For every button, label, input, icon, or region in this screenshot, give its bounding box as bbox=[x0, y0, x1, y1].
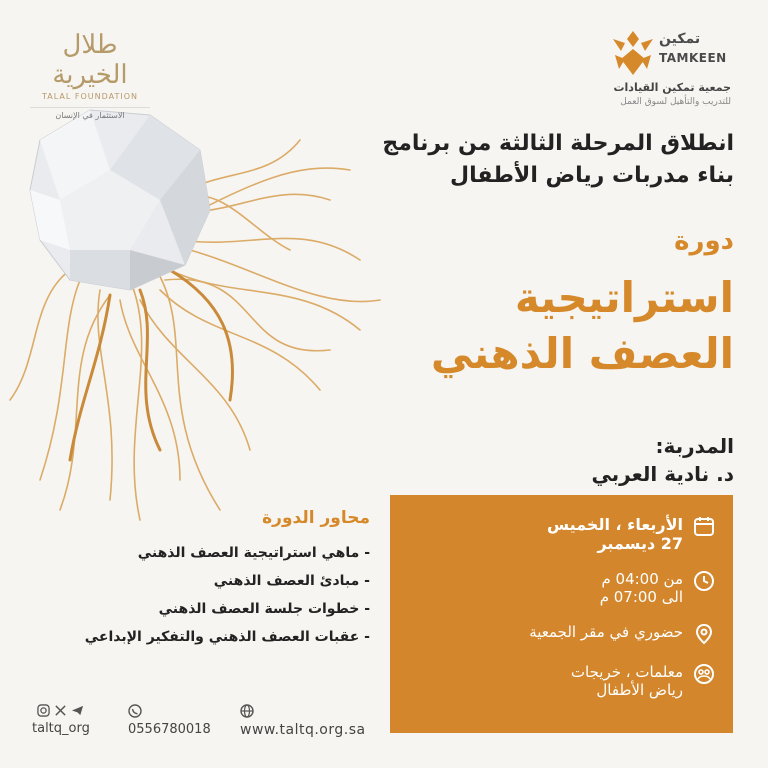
calendar-icon bbox=[693, 515, 715, 537]
audience-row bbox=[571, 663, 715, 699]
social-footer bbox=[32, 704, 90, 736]
time-from: من 04:00 م bbox=[601, 570, 683, 588]
program-headline bbox=[354, 128, 734, 192]
time-row bbox=[600, 570, 715, 606]
tamkeen-english: TAMKEEN bbox=[659, 51, 727, 65]
talal-logo-arabic: طلال الخيرية bbox=[52, 30, 128, 90]
tamkeen-emblem-icon bbox=[611, 29, 655, 77]
tamkeen-arabic: تمكين bbox=[659, 31, 701, 47]
course-axes-title: محاور الدورة bbox=[262, 508, 370, 528]
phone-footer bbox=[128, 704, 211, 737]
telegram-icon[interactable] bbox=[71, 704, 84, 717]
audience-line-2: رياض الأطفال bbox=[596, 681, 683, 699]
trainer-name: د. نادية العربي bbox=[591, 462, 734, 486]
globe-icon[interactable] bbox=[240, 704, 254, 718]
social-handle[interactable]: taltq_org bbox=[32, 721, 90, 736]
course-date: 27 ديسمبر bbox=[597, 534, 683, 553]
trainer-label: المدربة: bbox=[655, 434, 734, 458]
website-link[interactable]: www.taltq.org.sa bbox=[240, 722, 366, 738]
course-label: دورة bbox=[674, 226, 734, 256]
talal-logo-tagline: الاستثمار في الإنسان bbox=[30, 107, 150, 120]
talal-foundation-logo bbox=[30, 30, 150, 120]
course-days: الأربعاء ، الخميس bbox=[547, 515, 683, 534]
clock-icon bbox=[693, 570, 715, 592]
headline-line-1: انطلاق المرحلة الثالثة من برنامج bbox=[382, 131, 734, 156]
course-location: حضوري في مقر الجمعية bbox=[529, 623, 683, 641]
course-title-line-2: العصف الذهني bbox=[430, 329, 734, 378]
audience-icon bbox=[693, 663, 715, 685]
instagram-icon[interactable] bbox=[37, 704, 50, 717]
course-info-panel bbox=[390, 495, 733, 733]
phone-number[interactable]: 0556780018 bbox=[128, 722, 211, 737]
tamkeen-org-name: جمعية تمكين القيادات bbox=[613, 81, 731, 94]
audience-line-1: معلمات ، خريجات bbox=[570, 663, 683, 681]
course-axis-item: - خطوات جلسة العصف الذهني bbox=[158, 601, 370, 617]
talal-logo-english: TALAL FOUNDATION bbox=[42, 92, 138, 101]
course-title bbox=[354, 270, 734, 382]
location-pin-icon bbox=[693, 623, 715, 645]
date-row bbox=[547, 515, 715, 553]
course-axis-item: - مبادئ العصف الذهني bbox=[213, 573, 370, 589]
location-row bbox=[529, 623, 715, 645]
course-axis-item: - ماهي استراتيجية العصف الذهني bbox=[137, 545, 370, 561]
time-to: الى 07:00 م bbox=[599, 588, 683, 606]
whatsapp-icon[interactable] bbox=[128, 704, 142, 718]
tamkeen-org-subtitle: للتدريب والتأهيل لسوق العمل bbox=[620, 97, 731, 107]
headline-line-2: بناء مدربات رياض الأطفال bbox=[450, 163, 734, 188]
course-title-line-1: استراتيجية bbox=[514, 273, 734, 322]
course-axis-item: - عقبات العصف الذهني والتفكير الإبداعي bbox=[84, 629, 370, 645]
x-icon[interactable] bbox=[54, 704, 67, 717]
tamkeen-logo bbox=[575, 25, 745, 115]
website-footer bbox=[240, 704, 366, 738]
